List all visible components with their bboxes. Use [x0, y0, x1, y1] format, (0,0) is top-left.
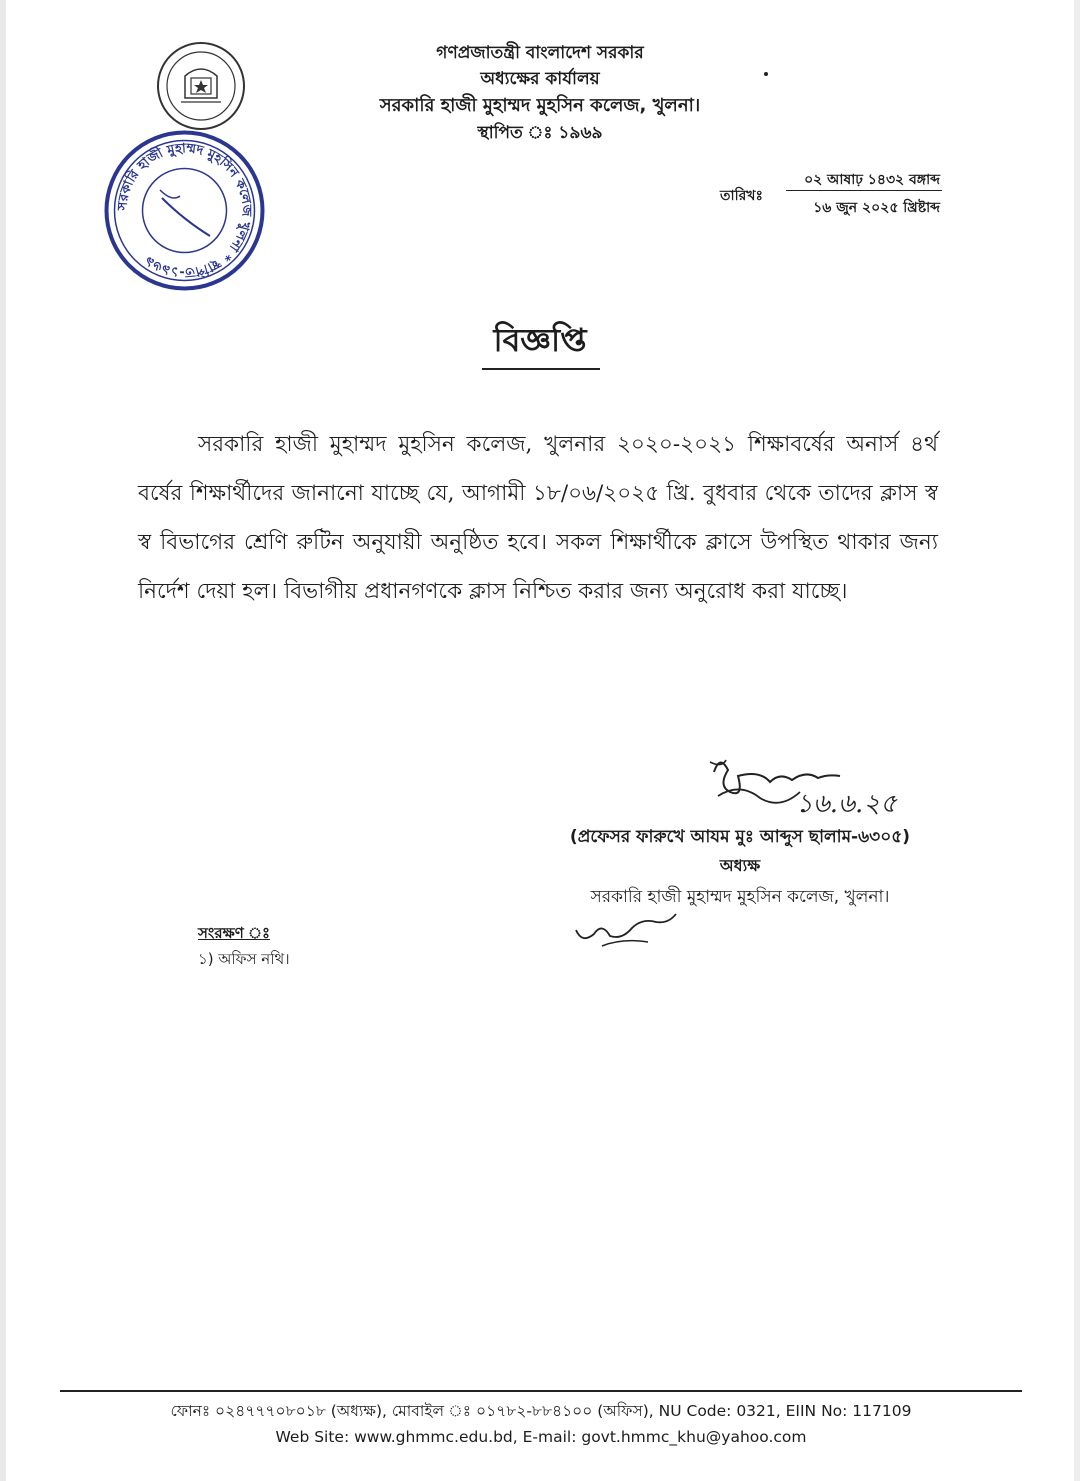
date-bangla: ০২ আষাঢ় ১৪৩২ বঙ্গাব্দ	[804, 172, 940, 188]
notice-body	[138, 420, 938, 616]
date-block	[720, 166, 950, 222]
government-name: গণপ্রজাতন্ত্রী বাংলাদেশ সরকার	[436, 43, 644, 63]
college-logo	[155, 40, 247, 132]
signatory-college: সরকারি হাজী মুহাম্মদ মুহসিন কলেজ, খুলনা।	[590, 887, 890, 907]
official-seal	[102, 128, 267, 293]
svg-text:১৬.৬.২৫: ১৬.৬.২৫	[796, 789, 897, 819]
copy-to-title: সংরক্ষণ ঃ	[198, 924, 271, 942]
signatory-name: (প্রফেসর ফারুখে আযম মুঃ আব্দুস ছালাম-৬৩০৫)	[569, 827, 911, 847]
established-year: স্থাপিত ঃ ১৯৬৯	[477, 123, 603, 143]
footer-divider	[60, 1390, 1022, 1392]
signatory-block	[500, 822, 980, 914]
notice-title: বিজ্ঞপ্তি	[493, 321, 587, 359]
footer	[60, 1398, 1022, 1450]
college-name: সরকারি হাজী মুহাম্মদ মুহসিন কলেজ, খুলনা।	[379, 95, 701, 116]
signature	[700, 752, 970, 822]
notice-body-text: সরকারি হাজী মুহাম্মদ মুহসিন কলেজ, খুলনার ২০২০-২০২১ শিক্ষাবর্ষের অনার্স ৪র্থ বর্ষের শিক্ষার্থীদের জানানো যাচ্ছে যে, আগামী ১৮/০৬/২০২৫ খ্রি. বুধবার থেকে তাদের ক্লাস স্ব স্ব বিভাগের শ্রেণি রুটিন অনুযায়ী অনুষ্ঠিত হবে। সকল শিক্ষার্থীকে ক্লাসে উপস্থিত থাকার জন্য নির্দেশ দেয়া হল। বিভাগীয় প্রধানগণকে ক্লাস নিশ্চিত করার জন্য অনুরোধ করা যাচ্ছে।	[138, 432, 938, 604]
footer-contact: ফোনঃ ০২৪৭৭৭০৮০১৮ (অধ্যক্ষ), মোবাইল ঃ ০১৭৮২-৮৮৪১০০ (অফিস), NU Code: 0321, EIIN No: 117109	[170, 1402, 912, 1420]
footer-web: Web Site: www.ghmmc.edu.bd, E-mail: govt.hmmc_khu@yahoo.com	[275, 1428, 807, 1446]
copy-to-item: ১) অফিস নথি।	[198, 950, 290, 968]
signatory-title: অধ্যক্ষ	[719, 856, 761, 875]
title-underline	[482, 368, 600, 370]
copy-to	[198, 920, 290, 972]
ink-dot	[764, 72, 768, 76]
date-divider	[786, 190, 942, 191]
letterhead	[330, 40, 750, 146]
svg-text:সরকারি হাজী মুহাম্মদ মুহসিন কল: সরকারি হাজী মুহাম্মদ মুহসিন কলেজ খুলনা * স্থাপিত-১৯৬৯	[115, 141, 254, 280]
office-name: অধ্যক্ষের কার্যালয়	[480, 69, 600, 89]
date-label: তারিখঃ	[720, 188, 763, 204]
initials-scribble	[572, 910, 682, 954]
date-english: ১৬ জুন ২০২৫ খ্রিষ্টাব্দ	[813, 200, 940, 216]
